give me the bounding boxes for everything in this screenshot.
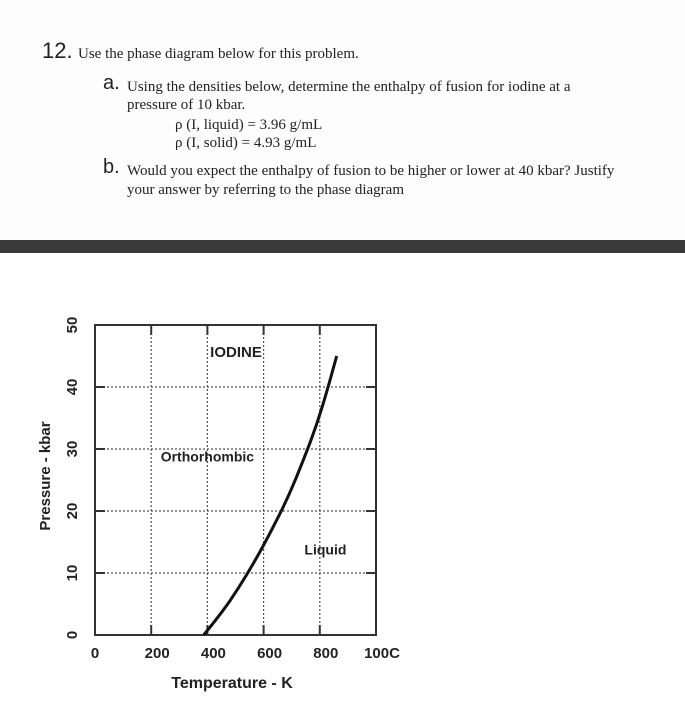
y-tick-label-40: 40 [64, 378, 81, 396]
chart-title: IODINE [210, 344, 262, 361]
tick-labels [64, 317, 400, 662]
y-tick-label-0: 0 [64, 630, 81, 640]
y-tick-label-20: 20 [64, 502, 81, 520]
melting-curve [204, 356, 337, 635]
y-tick-label-10: 10 [64, 564, 81, 582]
phase-diagram-figure [0, 253, 685, 700]
part-a-line1: Using the densities below, determine the enthalpy of fusion for iodine at a [127, 79, 571, 95]
part-a-line2: pressure of 10 kbar. [127, 97, 246, 113]
problem-intro: Use the phase diagram below for this problem. [78, 46, 359, 62]
x-tick-label-600: 600 [257, 645, 283, 662]
part-b-line2: your answer by referring to the phase diagram [127, 182, 404, 198]
x-tick-label-1000: 100C [364, 645, 400, 662]
density-solid: ρ (I, solid) = 4.93 g/mL [175, 135, 317, 151]
y-axis-label: Pressure - kbar [37, 421, 54, 531]
x-tick-label-800: 800 [313, 645, 339, 662]
x-tick-label-400: 400 [200, 645, 226, 662]
x-axis-label: Temperature - K [171, 675, 293, 692]
phase-diagram-chart [0, 253, 685, 700]
problem-number: 12. [42, 38, 73, 63]
region-label-liquid: Liquid [304, 541, 347, 558]
part-b-line1: Would you expect the enthalpy of fusion to be higher or lower at 40 kbar? Justify [127, 163, 615, 179]
density-liquid: ρ (I, liquid) = 3.96 g/mL [175, 117, 323, 133]
divider-bar [0, 240, 685, 253]
y-tick-label-30: 30 [64, 440, 81, 458]
part-a-letter: a. [103, 72, 120, 94]
region-label-orthorhombic: Orthorhombic [160, 448, 255, 465]
part-b-letter: b. [103, 156, 120, 178]
y-tick-label-50: 50 [64, 316, 81, 334]
x-tick-label-0: 0 [90, 645, 100, 662]
problem-text [0, 0, 685, 240]
x-tick-label-200: 200 [144, 645, 170, 662]
